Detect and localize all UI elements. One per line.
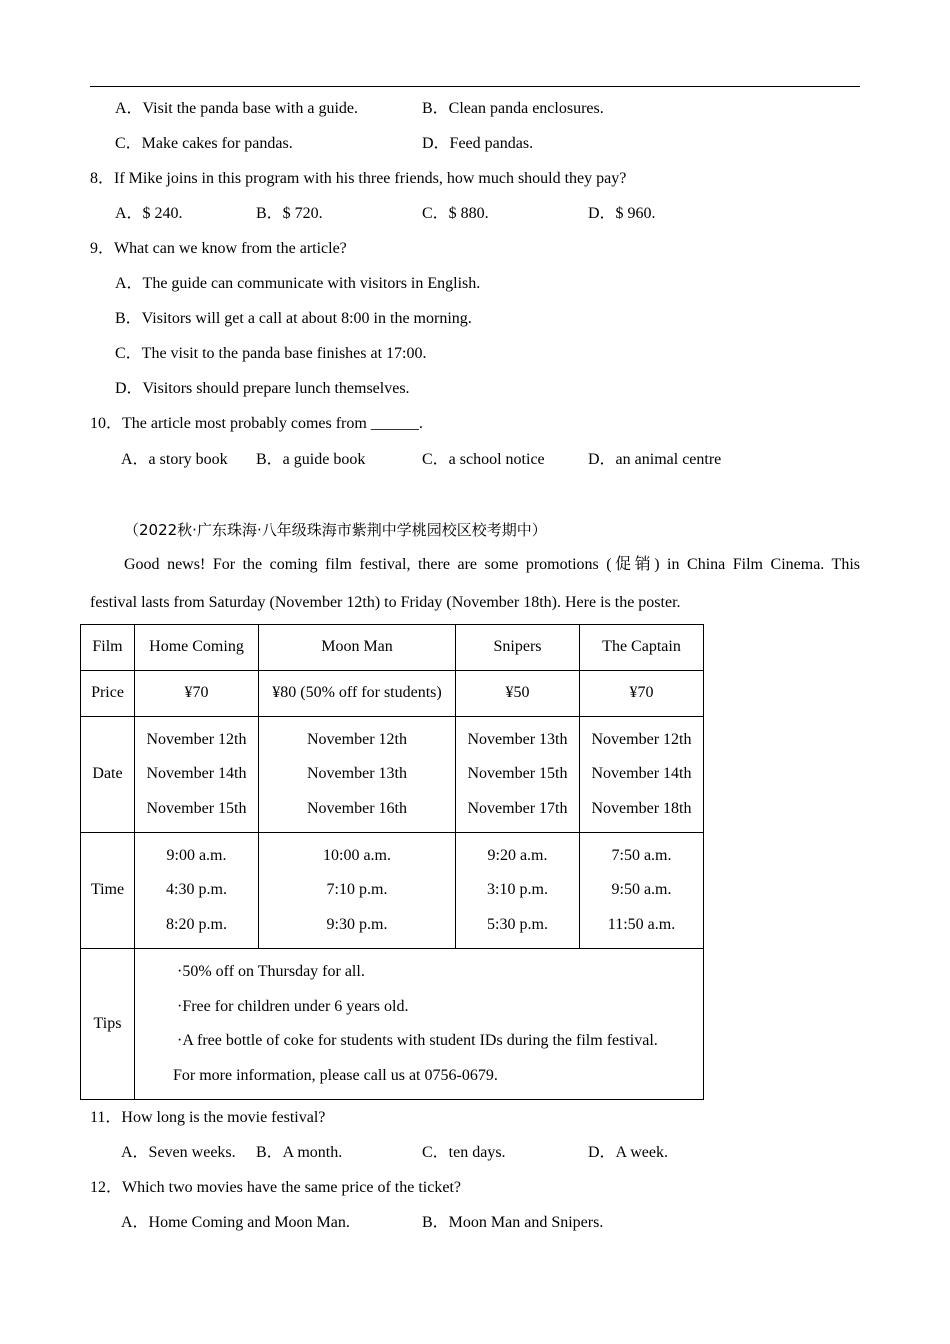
dates-snipers xyxy=(456,717,580,833)
date-row xyxy=(81,717,704,833)
time-item: 8:20 p.m. xyxy=(166,915,227,933)
price-row xyxy=(81,671,704,717)
tip-item: ·A free bottle of coke for students with student IDs during the film festival. xyxy=(177,1032,658,1049)
q10-option-b[interactable]: B．a guide book xyxy=(256,451,366,468)
q9-option-a[interactable]: A．The guide can communicate with visitors in English. xyxy=(115,275,481,292)
time-item: 5:30 p.m. xyxy=(487,915,548,933)
film-name-moon-man: Moon Man xyxy=(259,625,456,671)
q11-option-d[interactable]: D．A week. xyxy=(588,1144,668,1161)
times-home-coming xyxy=(135,833,259,949)
q11-option-b[interactable]: B．A month. xyxy=(256,1144,343,1161)
q12-option-a[interactable]: A．Home Coming and Moon Man. xyxy=(121,1214,350,1231)
intro-line-1: Good news! For the coming film festival, there are some promotions (促销) in China Film Cinema. This xyxy=(124,556,860,573)
film-name-the-captain: The Captain xyxy=(580,625,704,671)
tips-content xyxy=(135,949,704,1100)
time-item: 9:20 a.m. xyxy=(487,846,548,864)
date-item: November 14th xyxy=(591,765,692,783)
date-item: November 15th xyxy=(467,765,568,783)
tip-item: For more information, please call us at 0756-0679. xyxy=(173,1066,498,1084)
q7-option-c[interactable]: C．Make cakes for pandas. xyxy=(115,135,293,152)
q12-option-b[interactable]: B．Moon Man and Snipers. xyxy=(422,1214,604,1231)
date-header: Date xyxy=(81,717,135,833)
q8-stem: 8．If Mike joins in this program with his three friends, how much should they pay? xyxy=(90,170,627,187)
q8-option-b[interactable]: B．$ 720. xyxy=(256,205,323,222)
q8-option-c[interactable]: C．$ 880. xyxy=(422,205,489,222)
q12-stem: 12．Which two movies have the same price of the ticket? xyxy=(90,1179,461,1196)
q9-option-b[interactable]: B．Visitors will get a call at about 8:00 in the morning. xyxy=(115,310,472,327)
price-snipers: ¥50 xyxy=(456,671,580,717)
date-item: November 17th xyxy=(467,799,568,817)
time-item: 9:00 a.m. xyxy=(166,846,227,864)
price-moon-man: ¥80 (50% off for students) xyxy=(259,671,456,717)
q9-stem: 9．What can we know from the article? xyxy=(90,240,347,257)
time-item: 9:30 p.m. xyxy=(326,915,388,933)
times-moon-man xyxy=(259,833,456,949)
q11-stem: 11．How long is the movie festival? xyxy=(90,1109,326,1126)
film-header: Film xyxy=(81,625,135,671)
dates-home-coming xyxy=(135,717,259,833)
date-item: November 14th xyxy=(146,765,247,783)
dates-the-captain xyxy=(580,717,704,833)
date-item: November 16th xyxy=(307,799,407,817)
film-poster-table xyxy=(80,624,704,1100)
time-item: 3:10 p.m. xyxy=(487,881,548,899)
time-item: 4:30 p.m. xyxy=(166,881,227,899)
price-the-captain: ¥70 xyxy=(580,671,704,717)
q7-option-a[interactable]: A．Visit the panda base with a guide. xyxy=(115,100,358,117)
price-home-coming: ¥70 xyxy=(135,671,259,717)
times-snipers xyxy=(456,833,580,949)
q7-option-d[interactable]: D．Feed pandas. xyxy=(422,135,534,152)
time-item: 10:00 a.m. xyxy=(323,846,391,864)
time-item: 9:50 a.m. xyxy=(611,881,672,899)
price-header: Price xyxy=(81,671,135,717)
q9-option-d[interactable]: D．Visitors should prepare lunch themselves. xyxy=(115,380,410,397)
tips-row xyxy=(81,949,704,1100)
q7-option-b[interactable]: B．Clean panda enclosures. xyxy=(422,100,604,117)
q10-option-a[interactable]: A．a story book xyxy=(121,451,228,468)
q8-option-d[interactable]: D．$ 960. xyxy=(588,205,656,222)
dates-moon-man xyxy=(259,717,456,833)
date-item: November 15th xyxy=(146,799,247,817)
date-item: November 18th xyxy=(591,799,692,817)
q8-option-a[interactable]: A．$ 240. xyxy=(115,205,183,222)
q10-option-c[interactable]: C．a school notice xyxy=(422,451,545,468)
time-item: 7:10 p.m. xyxy=(326,881,388,899)
header-rule xyxy=(90,86,860,87)
film-row xyxy=(81,625,704,671)
time-row xyxy=(81,833,704,949)
tips-header: Tips xyxy=(81,949,135,1100)
tip-item: ·50% off on Thursday for all. xyxy=(177,963,365,980)
date-item: November 13th xyxy=(467,730,568,748)
q10-stem: 10．The article most probably comes from ______. xyxy=(90,415,423,432)
time-item: 7:50 a.m. xyxy=(611,846,672,864)
date-item: November 13th xyxy=(307,765,407,783)
tip-item: ·Free for children under 6 years old. xyxy=(177,997,409,1015)
film-name-home-coming: Home Coming xyxy=(135,625,259,671)
q10-option-d[interactable]: D．an animal centre xyxy=(588,451,722,468)
date-item: November 12th xyxy=(307,730,407,748)
film-name-snipers: Snipers xyxy=(456,625,580,671)
source-note: （2022秋·广东珠海·八年级珠海市紫荆中学桃园校区校考期中） xyxy=(124,521,547,539)
date-item: November 12th xyxy=(591,730,692,748)
time-item: 11:50 a.m. xyxy=(607,915,676,933)
times-the-captain xyxy=(580,833,704,949)
time-header: Time xyxy=(81,833,135,949)
q9-option-c[interactable]: C．The visit to the panda base finishes at 17:00. xyxy=(115,345,427,362)
date-item: November 12th xyxy=(146,730,247,748)
q11-option-c[interactable]: C．ten days. xyxy=(422,1144,506,1161)
q11-option-a[interactable]: A．Seven weeks. xyxy=(121,1144,236,1161)
intro-line-2: festival lasts from Saturday (November 12th) to Friday (November 18th). Here is the poster. xyxy=(90,594,681,611)
